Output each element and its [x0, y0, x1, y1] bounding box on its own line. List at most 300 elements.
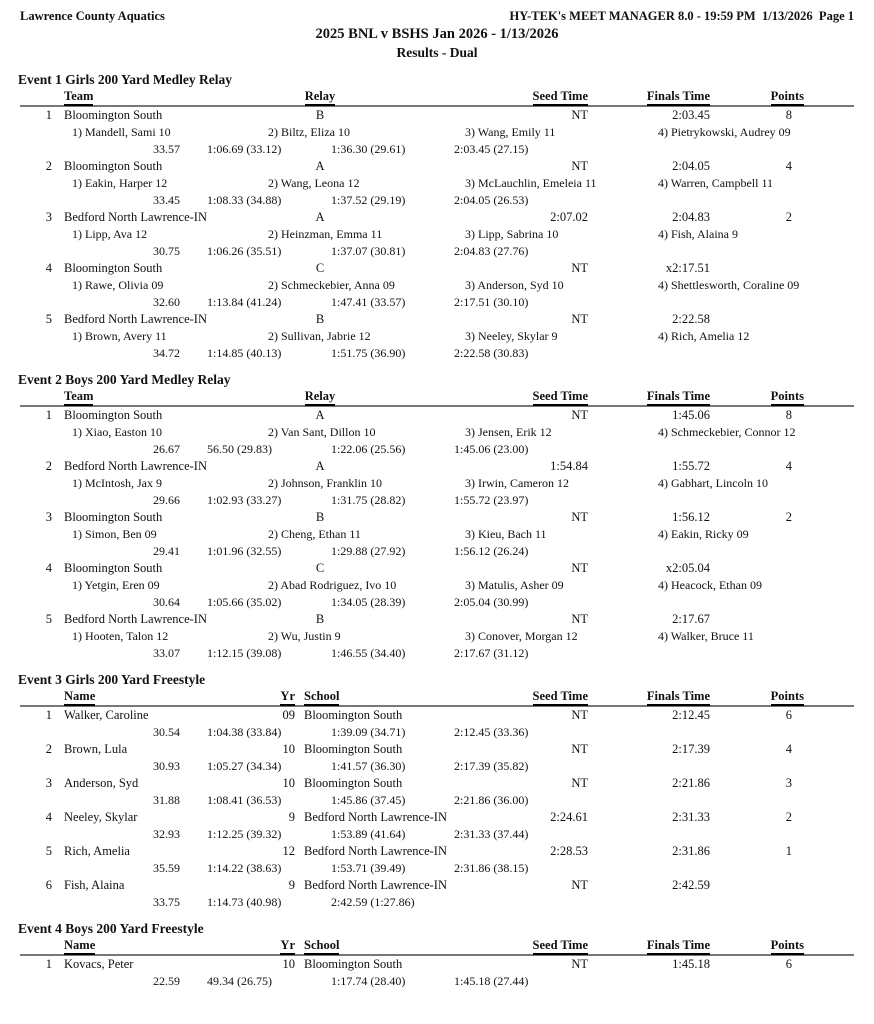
finals-time: 2:04.83	[672, 210, 710, 224]
column-label-text: Team	[64, 388, 93, 406]
splits-row	[20, 294, 854, 311]
split-time: 1:14.73 (40.98)	[207, 895, 282, 909]
points-value: 4	[785, 742, 792, 756]
split-time: 32.60	[153, 295, 180, 309]
splits-row	[20, 758, 854, 775]
school-name: Bedford North Lawrence-IN	[304, 810, 447, 824]
seed-time: NT	[571, 742, 588, 756]
column-header-row	[20, 688, 854, 707]
finals-time: 2:17.39	[672, 742, 710, 756]
event-title: Event 2 Boys 200 Yard Medley Relay	[18, 372, 231, 387]
split-time: 1:45.06 (23.00)	[454, 442, 529, 456]
results-subtitle: Results - Dual	[396, 45, 478, 60]
finals-time: 2:31.33	[672, 810, 710, 824]
points-value: 6	[785, 708, 792, 722]
column-label-text: Name	[64, 937, 95, 955]
split-time: 1:53.71 (39.49)	[331, 861, 406, 875]
column-spacer	[20, 688, 52, 705]
splits-row	[20, 594, 854, 611]
team-name: Bloomington South	[64, 510, 163, 524]
swimmer-year: 9	[288, 810, 295, 824]
relay-swimmer: 2) Wang, Leona 12	[268, 176, 360, 190]
split-time: 2:17.67 (31.12)	[454, 646, 529, 660]
place-number: 2	[45, 742, 52, 756]
split-time: 2:21.86 (36.00)	[454, 793, 529, 807]
finals-time: 2:03.45	[672, 108, 710, 122]
relay-swimmer: 2) Heinzman, Emma 11	[268, 227, 383, 241]
place-number: 3	[45, 210, 52, 224]
split-time: 35.59	[153, 861, 180, 875]
split-time: 2:31.33 (37.44)	[454, 827, 529, 841]
relay-swimmer: 3) Neeley, Skylar 9	[465, 329, 558, 343]
seed-time: NT	[571, 108, 588, 122]
split-time: 2:05.04 (30.99)	[454, 595, 529, 609]
split-time: 1:55.72 (23.97)	[454, 493, 529, 507]
finals-time: 1:55.72	[672, 459, 710, 473]
split-time: 1:05.27 (34.34)	[207, 759, 282, 773]
relay-swimmer: 1) Mandell, Sami 10	[72, 125, 171, 139]
place-number: 1	[45, 708, 52, 722]
finals-time: 2:31.86	[672, 844, 710, 858]
relay-swimmers-row	[20, 628, 854, 645]
relay-swimmer: 3) Lipp, Sabrina 10	[465, 227, 559, 241]
relay-swimmer: 1) McIntosh, Jax 9	[72, 476, 162, 490]
split-time: 2:03.45 (27.15)	[454, 142, 529, 156]
column-label-name	[52, 937, 240, 954]
seed-time: 2:07.02	[550, 210, 588, 224]
relay-letter: B	[315, 612, 325, 626]
school-name: Bedford North Lawrence-IN	[304, 844, 447, 858]
column-label-text: Seed Time	[533, 88, 588, 106]
seed-time: NT	[571, 408, 588, 422]
result-row	[20, 809, 854, 826]
relay-swimmer: 2) Wu, Justin 9	[268, 629, 341, 643]
event-section	[20, 71, 854, 362]
relay-swimmer: 1) Brown, Avery 11	[72, 329, 167, 343]
split-time: 1:37.07 (30.81)	[331, 244, 406, 258]
points-value	[710, 877, 804, 894]
split-time: 2:42.59 (1:27.86)	[331, 895, 415, 909]
place-number: 3	[45, 776, 52, 790]
column-label-text: Seed Time	[533, 688, 588, 706]
column-label-school	[295, 688, 470, 705]
result-row	[20, 509, 854, 526]
split-time: 1:41.57 (36.30)	[331, 759, 406, 773]
relay-swimmers-row	[20, 277, 854, 294]
relay-swimmer: 3) Jensen, Erik 12	[465, 425, 552, 439]
split-time: 1:46.55 (34.40)	[331, 646, 406, 660]
event-title: Event 4 Boys 200 Yard Freestyle	[18, 921, 204, 936]
column-label-text: Finals Time	[647, 88, 710, 106]
seed-time: NT	[571, 878, 588, 892]
relay-letter: B	[315, 108, 325, 122]
relay-letter: A	[315, 408, 325, 422]
result-row	[20, 260, 854, 277]
column-label-text: Relay	[305, 88, 336, 106]
seed-time: 2:24.61	[550, 810, 588, 824]
splits-row	[20, 243, 854, 260]
column-label-text: Points	[771, 937, 804, 955]
split-time: 30.64	[153, 595, 180, 609]
points-value: 4	[785, 159, 792, 173]
relay-swimmer: 2) Abad Rodriguez, Ivo 10	[268, 578, 397, 592]
place-number: 1	[45, 108, 52, 122]
relay-swimmer: 4) Gabhart, Lincoln 10	[658, 476, 768, 490]
split-time: 1:51.75 (36.90)	[331, 346, 406, 360]
result-row	[20, 458, 854, 475]
split-time: 1:12.15 (39.08)	[207, 646, 282, 660]
school-name: Bloomington South	[304, 708, 403, 722]
team-name: Bloomington South	[64, 108, 163, 122]
result-row	[20, 209, 854, 226]
column-label-team	[52, 388, 240, 405]
split-time: 1:37.52 (29.19)	[331, 193, 406, 207]
points-value: 3	[785, 776, 792, 790]
seed-time: NT	[571, 312, 588, 326]
team-name: Bedford North Lawrence-IN	[64, 459, 207, 473]
column-label-text: Team	[64, 88, 93, 106]
column-label-text: Finals Time	[647, 688, 710, 706]
relay-swimmers-row	[20, 226, 854, 243]
swimmer-year: 10	[282, 957, 295, 971]
relay-swimmer: 4) Walker, Bruce 11	[658, 629, 754, 643]
school-name: Bloomington South	[304, 957, 403, 971]
split-time: 1:12.25 (39.32)	[207, 827, 282, 841]
swimmer-year: 10	[282, 776, 295, 790]
split-time: 33.57	[153, 142, 180, 156]
column-label-text: Points	[771, 88, 804, 106]
splits-row	[20, 792, 854, 809]
relay-letter: C	[315, 261, 325, 275]
relay-swimmer: 3) Irwin, Cameron 12	[465, 476, 569, 490]
event-title: Event 3 Girls 200 Yard Freestyle	[18, 672, 206, 687]
split-time: 2:31.86 (38.15)	[454, 861, 529, 875]
split-time: 2:12.45 (33.36)	[454, 725, 529, 739]
place-number: 2	[45, 159, 52, 173]
swimmer-name: Kovacs, Peter	[64, 957, 134, 971]
points-value: 2	[785, 510, 792, 524]
relay-swimmer: 4) Warren, Campbell 11	[658, 176, 774, 190]
swimmer-name: Neeley, Skylar	[64, 810, 138, 824]
swimmer-name: Anderson, Syd	[64, 776, 139, 790]
place-number: 3	[45, 510, 52, 524]
relay-swimmer: 2) Cheng, Ethan 11	[268, 527, 361, 541]
column-label-text: School	[304, 937, 339, 955]
column-label-seed-time	[400, 88, 588, 105]
split-time: 34.72	[153, 346, 180, 360]
place-number: 6	[45, 878, 52, 892]
seed-time: NT	[571, 957, 588, 971]
place-number: 4	[45, 561, 52, 575]
split-time: 1:47.41 (33.57)	[331, 295, 406, 309]
column-label-seed-time	[470, 937, 588, 954]
relay-letter: B	[315, 510, 325, 524]
split-time: 2:04.83 (27.76)	[454, 244, 529, 258]
split-time: 1:14.22 (38.63)	[207, 861, 282, 875]
splits-row	[20, 645, 854, 662]
split-time: 2:22.58 (30.83)	[454, 346, 529, 360]
event-title: Event 1 Girls 200 Yard Medley Relay	[18, 72, 232, 87]
split-time: 2:04.05 (26.53)	[454, 193, 529, 207]
split-time: 33.07	[153, 646, 180, 660]
seed-time: NT	[571, 708, 588, 722]
splits-row	[20, 860, 854, 877]
page-header	[20, 8, 854, 24]
relay-swimmer: 1) Eakin, Harper 12	[72, 176, 168, 190]
relay-swimmer: 4) Rich, Amelia 12	[658, 329, 750, 343]
split-time: 30.93	[153, 759, 180, 773]
team-name: Bedford North Lawrence-IN	[64, 312, 207, 326]
relay-swimmers-row	[20, 124, 854, 141]
split-time: 1:08.41 (36.53)	[207, 793, 282, 807]
swimmer-year: 9	[288, 878, 295, 892]
split-time: 22.59	[153, 974, 180, 988]
split-time: 1:05.66 (35.02)	[207, 595, 282, 609]
relay-swimmer: 1) Lipp, Ava 12	[72, 227, 148, 241]
split-time: 2:17.51 (30.10)	[454, 295, 529, 309]
place-number: 5	[45, 312, 52, 326]
seed-time: 2:28.53	[550, 844, 588, 858]
column-label-text: Yr	[280, 937, 295, 955]
split-time: 1:39.09 (34.71)	[331, 725, 406, 739]
relay-swimmer: 3) Wang, Emily 11	[465, 125, 556, 139]
relay-swimmers-row	[20, 475, 854, 492]
finals-time: 1:45.18	[672, 957, 710, 971]
relay-swimmer: 2) Van Sant, Dillon 10	[268, 425, 376, 439]
finals-time: 2:17.67	[672, 612, 710, 626]
relay-swimmer: 2) Johnson, Franklin 10	[268, 476, 382, 490]
seed-time: NT	[571, 510, 588, 524]
splits-row	[20, 543, 854, 560]
finals-time: 2:42.59	[672, 878, 710, 892]
splits-row	[20, 441, 854, 458]
column-label-name	[52, 688, 240, 705]
result-row	[20, 843, 854, 860]
seed-time: NT	[571, 261, 588, 275]
split-time: 1:53.89 (41.64)	[331, 827, 406, 841]
column-label-yr	[240, 937, 295, 954]
team-name: Bloomington South	[64, 408, 163, 422]
relay-swimmer: 4) Heacock, Ethan 09	[658, 578, 762, 592]
result-row	[20, 741, 854, 758]
split-time: 1:31.75 (28.82)	[331, 493, 406, 507]
split-time: 1:36.30 (29.61)	[331, 142, 406, 156]
meet-title: 2025 BNL v BSHS Jan 2026 - 1/13/2026	[315, 26, 559, 42]
swimmer-year: 10	[282, 742, 295, 756]
column-label-finals-time	[588, 688, 710, 705]
splits-row	[20, 192, 854, 209]
relay-swimmer: 1) Simon, Ben 09	[72, 527, 157, 541]
events-container	[20, 71, 854, 990]
team-name: Bloomington South	[64, 159, 163, 173]
result-row	[20, 560, 854, 577]
split-time: 33.75	[153, 895, 180, 909]
swimmer-name: Fish, Alaina	[64, 878, 125, 892]
result-row	[20, 775, 854, 792]
points-value	[710, 611, 804, 628]
place-number: 4	[45, 810, 52, 824]
relay-swimmer: 1) Hooten, Talon 12	[72, 629, 169, 643]
relay-swimmer: 2) Sullivan, Jabrie 12	[268, 329, 371, 343]
seed-time: NT	[571, 612, 588, 626]
split-time: 1:45.86 (37.45)	[331, 793, 406, 807]
split-time: 30.75	[153, 244, 180, 258]
relay-letter: A	[315, 159, 325, 173]
relay-swimmers-row	[20, 577, 854, 594]
column-label-points	[710, 388, 804, 405]
column-spacer	[20, 88, 52, 105]
column-label-points	[710, 688, 804, 705]
finals-time: 1:56.12	[672, 510, 710, 524]
split-time: 1:01.96 (32.55)	[207, 544, 282, 558]
points-value: 6	[785, 957, 792, 971]
event-section	[20, 671, 854, 911]
column-label-finals-time	[588, 88, 710, 105]
finals-time: 2:22.58	[672, 312, 710, 326]
column-label-text: School	[304, 688, 339, 706]
column-label-points	[710, 88, 804, 105]
place-number: 4	[45, 261, 52, 275]
place-number: 2	[45, 459, 52, 473]
seed-time: 1:54.84	[550, 459, 588, 473]
split-time: 56.50 (29.83)	[207, 442, 272, 456]
column-label-text: Seed Time	[533, 937, 588, 955]
column-label-text: Name	[64, 688, 95, 706]
points-value	[710, 311, 804, 328]
event-section	[20, 920, 854, 990]
splits-row	[20, 492, 854, 509]
column-header-row	[20, 388, 854, 407]
points-value	[710, 560, 804, 577]
splits-row	[20, 826, 854, 843]
column-label-text: Relay	[305, 388, 336, 406]
team-name: Bedford North Lawrence-IN	[64, 210, 207, 224]
relay-swimmer: 1) Rawe, Olivia 09	[72, 278, 164, 292]
school-name: Bedford North Lawrence-IN	[304, 878, 447, 892]
points-value: 8	[785, 108, 792, 122]
result-row	[20, 107, 854, 124]
split-time: 1:22.06 (25.56)	[331, 442, 406, 456]
seed-time: NT	[571, 561, 588, 575]
result-row	[20, 707, 854, 724]
column-spacer	[20, 937, 52, 954]
event-section	[20, 371, 854, 662]
points-value	[710, 260, 804, 277]
split-time: 33.45	[153, 193, 180, 207]
column-header-row	[20, 937, 854, 956]
split-time: 1:02.93 (33.27)	[207, 493, 282, 507]
team-name: Bloomington South	[64, 561, 163, 575]
swimmer-name: Walker, Caroline	[64, 708, 149, 722]
column-label-points	[710, 937, 804, 954]
relay-swimmer: 1) Yetgin, Eren 09	[72, 578, 160, 592]
split-time: 1:34.05 (28.39)	[331, 595, 406, 609]
column-label-text: Points	[771, 388, 804, 406]
split-time: 49.34 (26.75)	[207, 974, 272, 988]
splits-row	[20, 141, 854, 158]
relay-swimmers-row	[20, 526, 854, 543]
column-header-row	[20, 88, 854, 107]
splits-row	[20, 724, 854, 741]
split-time: 30.54	[153, 725, 180, 739]
relay-letter: A	[315, 210, 325, 224]
relay-swimmer: 3) Conover, Morgan 12	[465, 629, 578, 643]
split-time: 29.41	[153, 544, 180, 558]
result-row	[20, 311, 854, 328]
split-time: 26.67	[153, 442, 180, 456]
split-time: 31.88	[153, 793, 180, 807]
points-value: 8	[785, 408, 792, 422]
splits-row	[20, 894, 854, 911]
points-value: 1	[785, 844, 792, 858]
result-row	[20, 407, 854, 424]
seed-time: NT	[571, 159, 588, 173]
relay-swimmer: 2) Biltz, Eliza 10	[268, 125, 350, 139]
relay-swimmer: 4) Fish, Alaina 9	[658, 227, 738, 241]
school-name: Bloomington South	[304, 742, 403, 756]
split-time: 1:13.84 (41.24)	[207, 295, 282, 309]
splits-row	[20, 973, 854, 990]
swimmer-year: 09	[282, 708, 295, 722]
finals-time: 2:21.86	[672, 776, 710, 790]
column-label-seed-time	[470, 688, 588, 705]
column-label-finals-time	[588, 388, 710, 405]
relay-swimmer: 4) Shettlesworth, Coraline 09	[658, 278, 800, 292]
relay-swimmer: 2) Schmeckebier, Anna 09	[268, 278, 395, 292]
column-label-yr	[240, 688, 295, 705]
team-name: Bloomington South	[64, 261, 163, 275]
column-label-relay	[240, 88, 400, 105]
relay-letter: C	[315, 561, 325, 575]
result-row	[20, 956, 854, 973]
relay-swimmer: 1) Xiao, Easton 10	[72, 425, 162, 439]
split-time: 32.93	[153, 827, 180, 841]
result-row	[20, 611, 854, 628]
finals-time: 2:04.05	[672, 159, 710, 173]
split-time: 1:08.33 (34.88)	[207, 193, 282, 207]
finals-time: 2:12.45	[672, 708, 710, 722]
place-number: 5	[45, 844, 52, 858]
seed-time: NT	[571, 776, 588, 790]
column-label-team	[52, 88, 240, 105]
place-number: 1	[45, 408, 52, 422]
organization-name: Lawrence County Aquatics	[20, 9, 165, 23]
column-label-relay	[240, 388, 400, 405]
relay-swimmer: 3) Matulis, Asher 09	[465, 578, 564, 592]
points-value: 2	[785, 210, 792, 224]
split-time: 1:04.38 (33.84)	[207, 725, 282, 739]
relay-swimmer: 4) Pietrykowski, Audrey 09	[658, 125, 791, 139]
meet-manager-info: HY-TEK's MEET MANAGER 8.0 - 19:59 PM 1/13/2026 Page 1	[509, 9, 854, 23]
relay-swimmer: 3) McLauchlin, Emeleia 11	[465, 176, 597, 190]
column-label-seed-time	[400, 388, 588, 405]
split-time: 1:29.88 (27.92)	[331, 544, 406, 558]
column-label-school	[295, 937, 470, 954]
split-time: 2:17.39 (35.82)	[454, 759, 529, 773]
finals-time: x2:17.51	[665, 261, 710, 275]
points-value: 4	[785, 459, 792, 473]
column-spacer	[20, 388, 52, 405]
column-label-text: Yr	[280, 688, 295, 706]
finals-time: x2:05.04	[665, 561, 710, 575]
column-label-text: Points	[771, 688, 804, 706]
splits-row	[20, 345, 854, 362]
result-row	[20, 158, 854, 175]
split-time: 29.66	[153, 493, 180, 507]
column-label-text: Finals Time	[647, 937, 710, 955]
result-row	[20, 877, 854, 894]
relay-swimmers-row	[20, 424, 854, 441]
